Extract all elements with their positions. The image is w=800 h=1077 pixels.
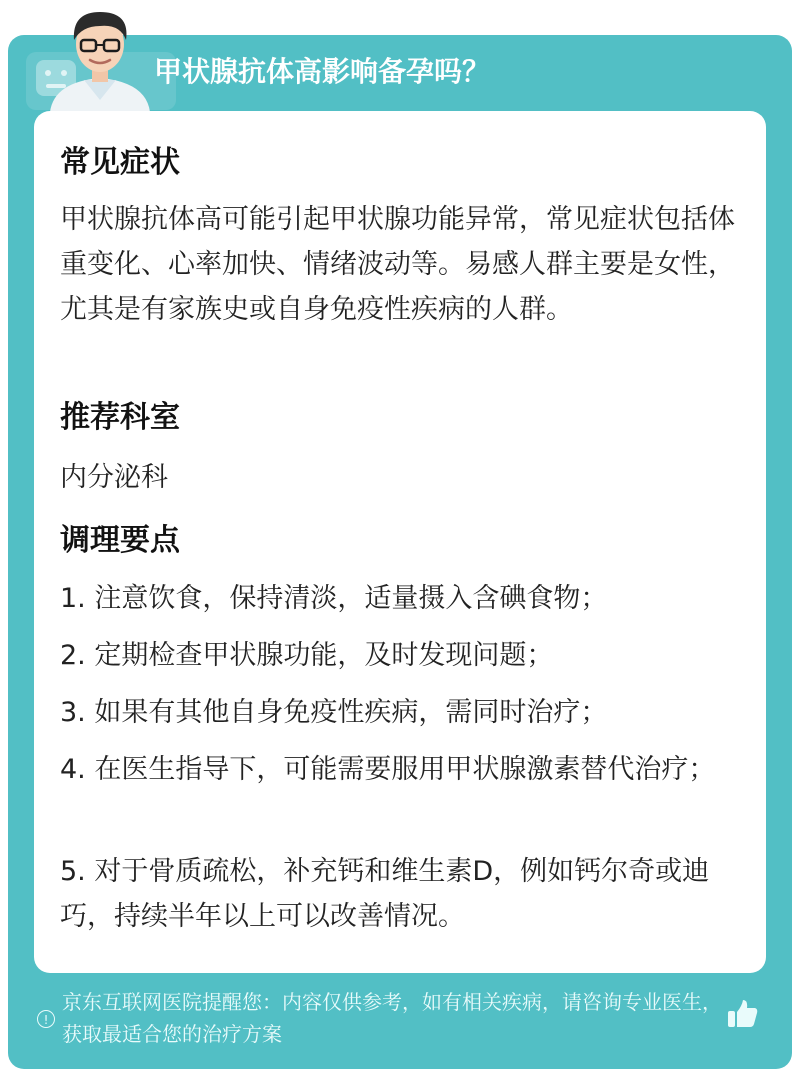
- care-item-4: 4. 在医生指导下，可能需要服用甲状腺激素替代治疗；: [60, 754, 716, 785]
- care-item-5: 5. 对于骨质疏松，补充钙和维生素D，例如钙尔奇或迪巧，持续半年以上可以改善情况。: [60, 856, 710, 932]
- symptoms-text: 甲状腺抗体高可能引起甲状腺功能异常，常见症状包括体重变化、心率加快、情绪波动等。易感人群主要是女性，尤其是有家族史或自身免疫性疾病的人群。: [60, 204, 735, 325]
- care-item-2: 2. 定期检查甲状腺功能，及时发现问题；: [60, 640, 554, 671]
- department-heading: 推荐科室: [60, 400, 180, 435]
- doctor-avatar: [40, 4, 160, 112]
- symptoms-heading: 常见症状: [60, 145, 180, 180]
- info-icon: !: [37, 1010, 55, 1028]
- page-title: 甲状腺抗体高影响备孕吗？: [154, 55, 491, 88]
- department-text: 内分泌科: [60, 462, 168, 493]
- care-heading: 调理要点: [60, 523, 180, 558]
- thumbs-up-icon[interactable]: [724, 996, 760, 1032]
- care-item-1: 1. 注意饮食，保持清淡，适量摄入含碘食物；: [60, 583, 608, 614]
- content-card: [34, 111, 766, 973]
- care-item-3: 3. 如果有其他自身免疫性疾病，需同时治疗；: [60, 697, 608, 728]
- disclaimer-text: 京东互联网医院提醒您：内容仅供参考，如有相关疾病，请咨询专业医生，获取最适合您的治疗方案: [62, 990, 722, 1046]
